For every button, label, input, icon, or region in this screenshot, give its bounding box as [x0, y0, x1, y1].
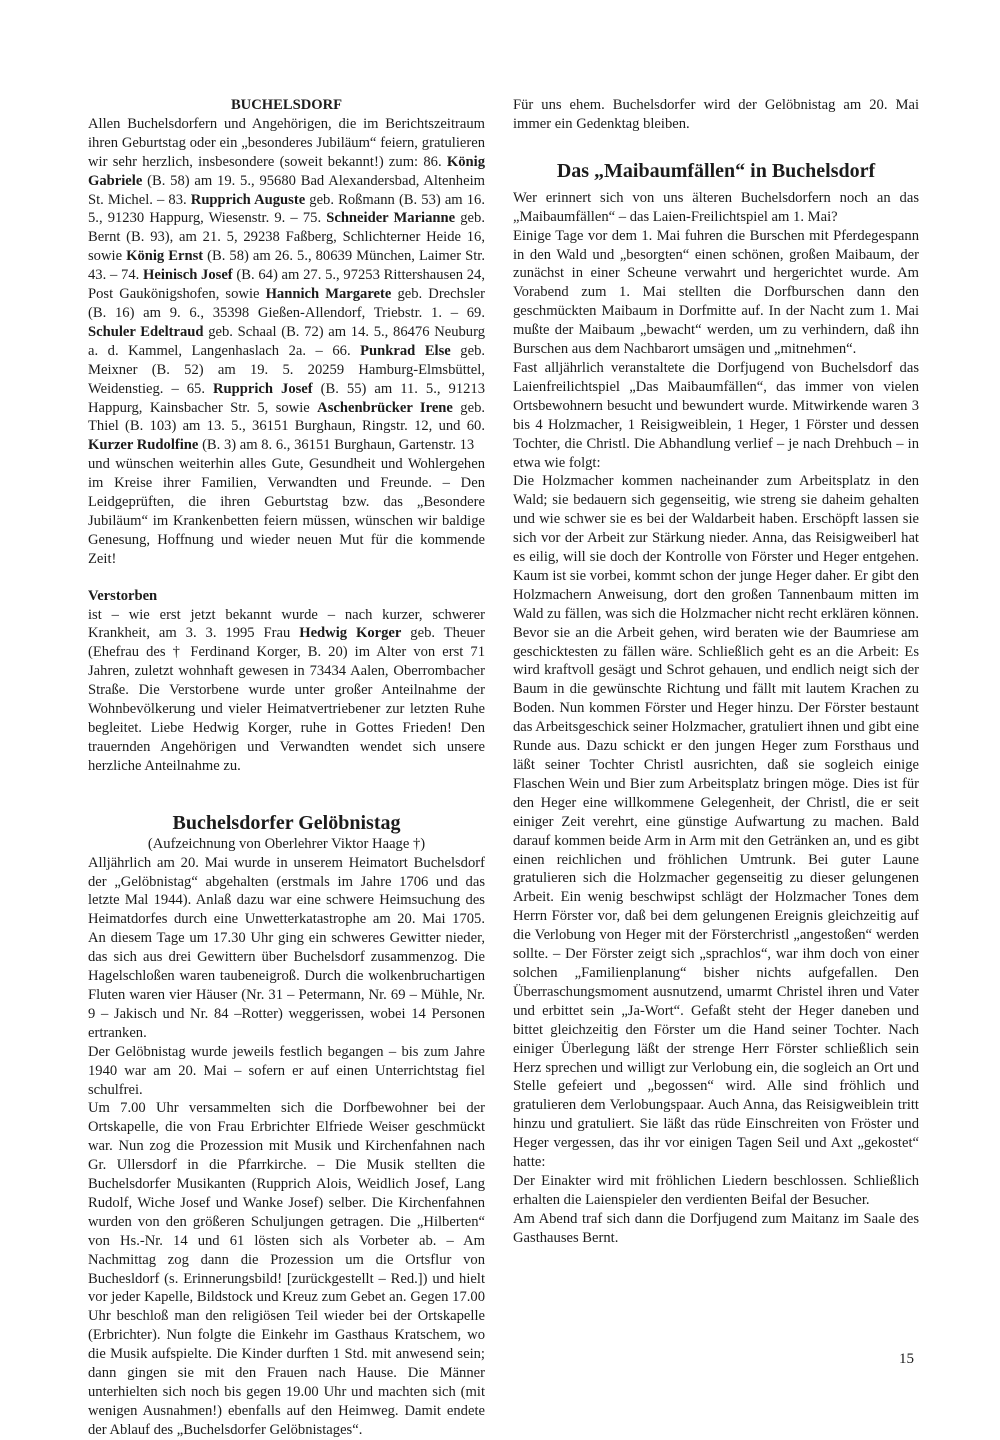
- birthday-details: (B. 3) am 8. 6., 36151 Burghaun, Gartenstr. 13: [202, 437, 475, 454]
- birthday-name: Schneider Marianne: [326, 210, 456, 227]
- birthday-paragraph: [88, 115, 485, 455]
- geloebnistag-heading: Buchelsdorfer Gelöbnistag: [172, 811, 401, 834]
- birthday-name: König Gabriele: [88, 153, 485, 189]
- maibaum-paragraph-4: Die Holzmacher kommen nacheinander zum Arbeitsplatz in den Wald; sie bedauern sich gegenseitig, wie streng sie daheim gehalten und wie schwer sie es bei der Waldarbeit haben. Erschöpft lassen sie sich vor der Arbeit zur Stärkung nieder. Anna, das Reisigweiberl hat es eilig, will sie doch der Kontrolle von Förster und Heger entgehen. Kaum ist sie vorbei, kommt schon der junge Heger daher. Er gibt den Holzmachern Anweisung, dort den großen Tannenbaum mitten im Wald zu fällen, was sich die Holzmacher nicht recht erklären können. Bevor sie an die Arbeit gehen, wird beraten wie der Baumriese am geschicktesten zu fällen wäre. Schließlich geht es an die Arbeit: Es wird kraftvoll gesägt und Schrot gehauen, und endlich neigt sich der Baum in die gewünschte Richtung und fällt mit lautem Krachen zu Boden. Nun kommen Förster und Heger hinzu. Der Förster bestaunt das Arbeitsgeschick seiner Holzmacher, gratuliert ihnen und gibt eine Runde aus. Dazu schickt er den jungen Heger zum Forsthaus und läßt seiner Tochter Christl ausrichten, daß sie sogleich einige Flaschen Wein und Bier zum Arbeitsplatz bringen möge. Dies ist für den Heger eine willkommene Gelegenheit, der Christl, die er seit einiger Zeit verehrt, eine günstige Aufwartung zu machen. Bald darauf kommen beide Arm in Arm mit den Getränken an, und es gibt einen reichlichen und fröhlichen Umtrunk. Bei guter Laune gratulieren sich die Holzmacher gegenseitig zu dieser gelungenen Arbeit. Ein wenig beschwipst schlägt der Holzmacher Tones dem Herrn Förster vor, daß bei dem gelungenen Ereignis gleichzeitig auf die Verlobung von Heger mit der Försterchristl „angestoßen“ werden sollte. – Der Förster zeigt sich „sprachlos“, war ihm doch von einer solchen „Familienplanung“ bisher nichts aufgefallen. Den Überraschungsmoment ausnutzend, umarmt Christel ihren und Vater und erbittet sein „Ja-Wort“. Gefaßt steht der Heger daneben und bittet gleichzeitig den Förster um die Hand seiner Tochter. Nach einiger Überlegung läßt der strenge Herr Förster schließlich sein Herz sprechen und willigt zur Verlobung ein, die sogleich an Ort und Stelle gefeiert und „begossen“ wird. Alle sind fröhlich und gratulieren dem Verlobungspaar. Auch Anna, das Reisigweiblein tritt hinzu und gratuliert. Sie läßt das rüde Einschreiten von Fröster und Heger vergessen, das ihr vor einigen Tagen Seil und Axt „gekostet“ hatte:: [513, 473, 919, 1171]
- geloebnistag-paragraph-1: Alljährlich am 20. Mai wurde in unserem Heimatort Buchelsdorf der „Gelöbnistag“ abgehalten (erstmals im Jahre 1706 und das letzte Mal 1944). Anlaß dazu war eine schwere Heimsuchung des Heimatdorfes durch eine Unwetterkatastrophe am 20. Mai 1705. An diesem Tage um 17.30 Uhr ging ein schweres Gewitter nieder, das sich aus drei Gewittern über Buchelsdorf zusammenzog. Die Hagelschloßen waren taubeneigroß. Durch die wolkenbruchartigen Fluten waren vier Häuser (Nr. 31 – Petermann, Nr. 69 – Mühle, Nr. 9 – Jakisch und Nr. 84 –Rotter) weggerissen, wobei 14 Personen ertranken.: [88, 854, 485, 1041]
- left-column: [88, 96, 485, 1440]
- birthday-name: Kurzer Rudolfine: [88, 437, 199, 454]
- maibaum-paragraph-2: Einige Tage vor dem 1. Mai fuhren die Burschen mit Pferdegespann in den Wald und „besorgten“ einen schönen, großen Maibaum, der zunächst in einer Scheune verwahrt und hergerichtet wurde. Am Vorabend zum 1. Mai stellten die Dorfburschen dann den geschmückten Maibaum in Dorfmitte auf. In der Nacht zum 1. Mai mußte der Maibaum „bewacht“ werden, um zu verhindern, daß ihn Burschen aus dem Nachbarort umsägen und „mitnehmen“.: [513, 227, 919, 358]
- geloebnistag-subheading: (Aufzeichnung von Oberlehrer Viktor Haage †): [147, 835, 426, 852]
- birthday-name: Hannich Margarete: [265, 286, 392, 303]
- birthday-details: (B. 58) am 19. 5., 95680 Bad Alexandersbad, Altenheim St. Michel.: [88, 172, 485, 208]
- maibaum-paragraph-1: Wer erinnert sich von uns älteren Buchelsdorfern noch an das „Maibaumfällen“ – das Laien-Freilichtspiel am 1. Mai?: [513, 189, 919, 225]
- geloebnistag-paragraph-4: Für uns ehem. Buchelsdorfer wird der Gelöbnistag am 20. Mai immer ein Gedenktag bleiben.: [513, 97, 919, 132]
- birthday-separator: –: [109, 267, 118, 284]
- birthday-details: geb. Schaal (B. 72) am 14. 5., 86476 Neuburg a. d. Kammel, Langenhaslach 2a.: [88, 323, 485, 359]
- birthday-name: Aschenbrücker Irene: [317, 399, 453, 416]
- page-number: 15: [899, 1351, 914, 1367]
- right-column: [513, 96, 919, 1248]
- verstorben-text-before: ist – wie erst jetzt bekannt wurde – nach kurzer, schwerer Krankheit, am 3. 3. 1995 Frau: [88, 606, 485, 642]
- birthday-details: (B. 55) am 11. 5., 91213 Happurg, Kainsbacher Str. 5, sowie: [88, 380, 486, 416]
- maibaum-heading: Das „Maibaumfällen“ in Buchelsdorf: [556, 159, 876, 182]
- birthday-name: Punkrad Else: [360, 342, 451, 359]
- maibaum-paragraph-3: Fast alljährlich veranstaltete die Dorfjugend von Buchelsdorf das Laienfreilichtspiel „Das Maibaumfällen“, das immer von vielen Ortsbewohnern besucht und bewundert wurde. Mitwirkende waren 3 bis 4 Holzmacher, 1 Reisigweiblein, 1 Heger, 1 Förster und dessen Tochter, die Christl. Die Abhandlung verlief – je nach Drehbuch – in etwa wie folgt:: [513, 359, 919, 471]
- birthday-list: [88, 154, 485, 454]
- maibaum-paragraph-6: Am Abend traf sich dann die Dorfjugend zum Maitanz im Saale des Gasthauses Bernt.: [513, 1210, 919, 1246]
- verstorben-paragraph: [88, 606, 485, 776]
- birthday-name: Rupprich Auguste: [190, 191, 306, 208]
- birthday-details: geb. Roßmann (B. 53) am 16. 5., 91230 Happurg, Wiesenstr. 9.: [88, 191, 485, 227]
- birthday-name: Rupprich Josef: [213, 380, 313, 397]
- birthday-age: 75.: [302, 210, 322, 227]
- birthday-details: (B. 58) am 26. 5., 80639 München, Laimer Str. 43.: [88, 248, 485, 284]
- birthday-name: Schuler Edeltraud: [88, 323, 204, 340]
- birthday-age: 66.: [332, 342, 351, 359]
- geloebnistag-paragraph-2: Der Gelöbnistag wurde jeweils festlich begangen – bis zum Jahre 1940 war am 20. Mai – sofern er auf einen Unterrichtstag fiel schulfrei.: [88, 1043, 485, 1098]
- birthday-age: 86.: [423, 153, 442, 170]
- birthday-separator: –: [157, 191, 165, 208]
- birthday-separator: –: [315, 342, 323, 359]
- verstorben-text-after: geb. Theuer (Ehefrau des † Ferdinand Korger, B. 20) im Alter von erst 71 Jahren, zuletzt wohnhaft gewesen in 73434 Aalen, Oberrombacher Straße. Die Verstorbene wurde unter großer Anteilnahme der Wohnbevölkerung und vieler Heimatvertriebener zur letzten Ruhe begleitet. Liebe Hedwig Korger, ruhe in Gottes Frieden! Den trauernden Angehörigen und Verwandten wendet sich unsere herzliche Anteilnahme zu.: [88, 625, 485, 774]
- buchelsdorf-heading: BUCHELSDORF: [230, 97, 343, 113]
- birthday-details: geb. Drechsler (B. 16) am 9. 6., 35398 Gießen-Allendorf, Triebstr. 1.: [88, 286, 485, 321]
- geloebnistag-paragraph-3: Um 7.00 Uhr versammelten sich die Dorfbewohner bei der Ortskapelle, die von Frau Erbrichter Elfriede Weiser geschmückt war. Nun zog die Prozession mit Musik und Kirchenfahnen nach Gr. Ullersdorf in die Pfarrkirche. – Die Musik stellten die Buchelsdorfer Musikanten (Rupprich Alois, Weidlich Josef, Lang Rudolf, Wiche Josef und Wanke Josef) selber. Die Kirchenfahnen wurden von den größeren Schuljungen getragen. Die „Hilberten“ von Hs.-Nr. 14 und 61 lösten sich als Vorbeter ab. – Am Nachmittag zog dann die Prozession um die Ortsflur von Buchesldorf (s. Erinnerungsbild! [zurückgestellt – Red.]) und hielt vor jeder Kapelle, Bildstock und Kreuz zum Gebet an. Gegen 17.00 Uhr beschloß man den religiösen Teil wieder bei der Ortskapelle (Erbrichter). Nun folgte die Einkehr im Gasthaus Kratschem, wo die Musik aufspielte. Die Kinder durften 1 Std. mit anwesend sein; dann gingen sie mit den Frauen nach Hause. Die Männer unterhielten sich noch bis gegen 19.00 Uhr und machten sich (mit wenigen Ausnahmen!) ebenfalls auf den Heimweg. Damit endete der Ablauf des „Buchelsdorfer Gelöbnistages“.: [88, 1100, 485, 1438]
- birthday-separator: –: [290, 210, 298, 227]
- birthday-details: geb. Meixner (B. 52) am 19. 5. 20259 Hamburg-Elmsbüttel, Weidenstieg.: [88, 342, 486, 397]
- birthday-separator: –: [171, 380, 179, 397]
- deceased-name: Hedwig Korger: [299, 625, 402, 642]
- birthday-details: geb. Thiel (B. 103) am 13. 5., 36151 Burghaun, Ringstr. 12, und: [88, 399, 486, 435]
- verstorben-section: [88, 587, 485, 776]
- birthday-age: 60.: [466, 418, 485, 435]
- birthday-intro: Allen Buchelsdorfern und Angehörigen, die im Berichtszeitraum ihren Geburtstag oder ein „besonderes Jubiläum“ feiern, gratulieren wir sehr herzlich, insbesondere (soweit bekannt!) zum:: [88, 115, 485, 170]
- birthday-closing: und wünschen weiterhin alles Gute, Gesundheit und Wohlergehen im Kreise ihrer Familien, Verwandten und Freunde. – Den Leidgeprüften, die ihren Geburtstag bzw. das „Besondere Jubiläum“ im Krankenbetten feiern müssen, wünschen wir baldige Genesung, Hoffnung und wieder neuen Mut für die kommende Zeit!: [88, 456, 485, 567]
- birthday-age: 65.: [186, 380, 205, 397]
- birthday-age: 83.: [168, 191, 187, 208]
- verstorben-heading: Verstorben: [88, 587, 158, 604]
- birthday-details: (B. 64) am 27. 5., 97253 Rittershausen 24, Post Gaukönigshofen, sowie: [88, 267, 486, 303]
- birthday-name: König Ernst: [126, 248, 204, 265]
- birthday-age: 74.: [121, 267, 140, 284]
- birthday-separator: –: [450, 304, 458, 321]
- maibaum-paragraph-5: Der Einakter wird mit fröhlichen Liedern beschlossen. Schließlich erhalten die Laienspieler den verdienten Beifal der Besucher.: [513, 1172, 919, 1208]
- birthday-age: 69.: [466, 304, 485, 321]
- birthday-details: geb. Bernt (B. 93), am 21. 5, 29238 Faßberg, Schlichterner Heide 16, sowie: [88, 210, 485, 265]
- birthday-name: Heinisch Josef: [143, 267, 233, 284]
